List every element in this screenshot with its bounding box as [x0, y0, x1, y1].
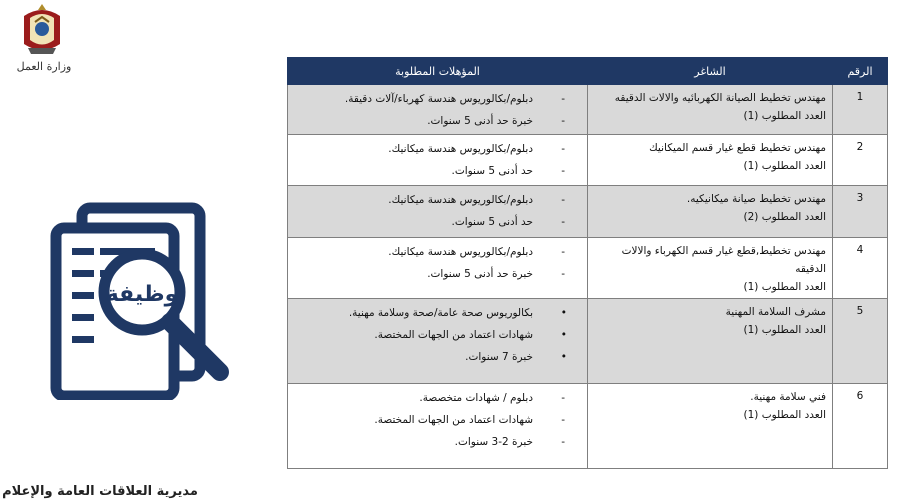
qualification-item: - خبرة 2-3 سنوات. — [288, 431, 581, 453]
table-row — [288, 384, 888, 469]
qualification-item: - دبلوم / شهادات متخصصة. — [288, 387, 581, 409]
qualification-item: - خبرة حد أدنى 5 سنوات. — [288, 263, 581, 285]
vacancy-count: العدد المطلوب (1) — [743, 409, 826, 421]
footer-directorate: مديرية العلاقات العامة والإعلام — [2, 484, 198, 499]
vacancy-title: مهندس تخطيط,قطع غيار قسم الكهرباء والالات — [621, 245, 826, 257]
table-row — [288, 238, 888, 299]
qualification-item: - حد أدنى 5 سنوات. — [288, 211, 581, 233]
qualifications-cell — [288, 85, 588, 135]
vacancy-title: فني سلامة مهنية. — [750, 391, 826, 403]
vacancy-cell — [588, 85, 833, 135]
vacancy-cell — [588, 384, 833, 469]
header-number: الرقم — [833, 58, 888, 85]
job-search-document-icon — [50, 200, 235, 400]
header-vacancy: الشاغر — [588, 58, 833, 85]
qualification-item: - خبرة حد أدنى 5 سنوات. — [288, 110, 581, 132]
table-row — [288, 299, 888, 384]
qualifications-cell — [288, 384, 588, 469]
table-row — [288, 85, 888, 135]
row-number: 3 — [833, 186, 888, 238]
vacancy-title: مهندس تخطيط صيانة ميكانيكيه. — [686, 193, 826, 205]
vacancy-count: العدد المطلوب (2) — [743, 211, 826, 223]
ministry-name: وزارة العمل — [16, 60, 72, 73]
vacancy-cell — [588, 135, 833, 186]
qualification-item: - دبلوم/بكالوريوس هندسة ميكانيك. — [288, 138, 581, 160]
qualification-item: • خبرة 7 سنوات. — [288, 346, 581, 368]
vacancy-count: العدد المطلوب (1) — [743, 324, 826, 336]
qualification-item: - دبلوم/بكالوريوس هندسة ميكانيك. — [288, 241, 581, 263]
qualification-item: • بكالوريوس صحة عامة/صحة وسلامة مهنية. — [288, 302, 581, 324]
row-number: 6 — [833, 384, 888, 469]
qualification-item: - حد أدنى 5 سنوات. — [288, 160, 581, 182]
qualification-item: - دبلوم/بكالوريوس هندسة ميكانيك. — [288, 189, 581, 211]
table-row — [288, 186, 888, 238]
vacancy-count: العدد المطلوب (1) — [743, 281, 826, 293]
vacancy-count: العدد المطلوب (1) — [743, 160, 826, 172]
qualification-item: - شهادات اعتماد من الجهات المختصة. — [288, 409, 581, 431]
row-number: 4 — [833, 238, 888, 299]
vacancy-cell — [588, 186, 833, 238]
header-qualifications: المؤهلات المطلوبة — [288, 58, 588, 85]
qualification-item: • شهادات اعتماد من الجهات المختصة. — [288, 324, 581, 346]
qualifications-cell — [288, 135, 588, 186]
vacancy-title: مهندس تخطيط الصيانة الكهربائيه والالات الدقيقه — [614, 92, 826, 104]
vacancy-title: مهندس تخطيط قطع غيار قسم الميكانيك — [649, 142, 826, 154]
qualifications-cell — [288, 238, 588, 299]
table-header-row — [288, 58, 888, 85]
illustration-label: وظيفة — [105, 282, 179, 307]
row-number: 2 — [833, 135, 888, 186]
vacancy-title: مشرف السلامة المهنية — [725, 306, 826, 318]
row-number: 5 — [833, 299, 888, 384]
qualification-item: - دبلوم/بكالوريوس هندسة كهرباء/آلات دقيقة. — [288, 88, 581, 110]
qualifications-cell — [288, 299, 588, 384]
vacancy-title-cont: الدقيقه — [795, 263, 826, 275]
vacancy-cell — [588, 238, 833, 299]
table-row — [288, 135, 888, 186]
row-number: 1 — [833, 85, 888, 135]
jordan-coat-of-arms-icon — [18, 2, 66, 58]
vacancy-count: العدد المطلوب (1) — [743, 110, 826, 122]
qualifications-cell — [288, 186, 588, 238]
vacancy-cell — [588, 299, 833, 384]
vacancies-table — [287, 57, 888, 469]
